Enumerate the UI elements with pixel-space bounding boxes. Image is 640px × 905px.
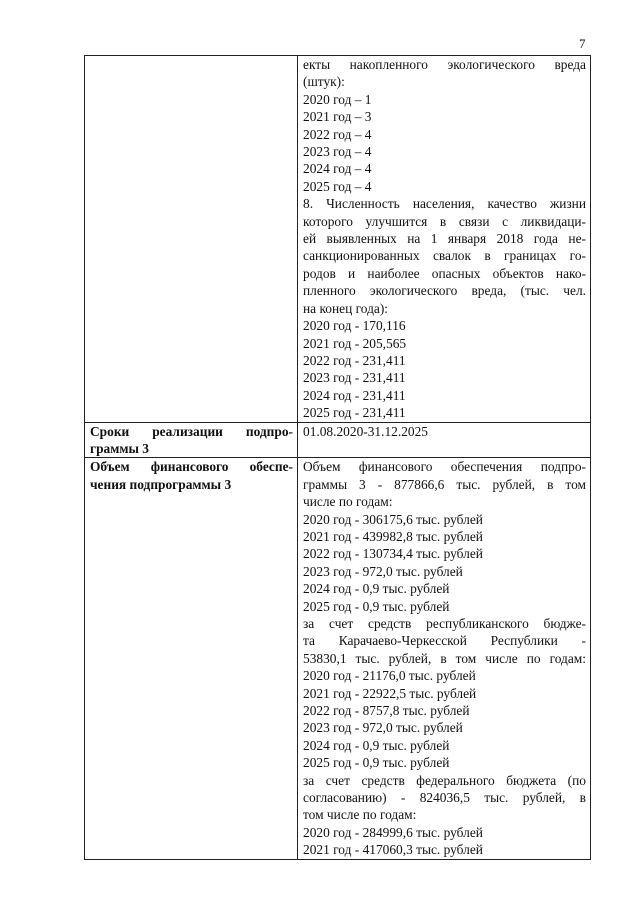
text-line: согласованию) - 824036,5 тыс. рублей, в [303, 790, 586, 806]
parameter-value-cell [298, 422, 591, 458]
page-number: 7 [579, 36, 586, 51]
text-line: 2025 год - 0,9 тыс. рублей [303, 598, 450, 614]
text-line: чения подпрограммы 3 [90, 476, 232, 492]
text-line: том числе по годам: [303, 807, 417, 823]
text-line: 2024 год – 4 [303, 161, 372, 177]
text-line: 2023 год - 972,0 тыс. рублей [303, 720, 463, 736]
row-indicators-continued [85, 56, 591, 423]
text-line: граммы 3 [90, 440, 149, 456]
text-line: Объем финансового обеспечения подпро- [303, 459, 586, 475]
text-line: на конец года): [303, 300, 389, 316]
text-line: 2020 год - 170,116 [303, 318, 406, 334]
text-line: пленного экологического вреда, (тыс. чел. [303, 283, 586, 299]
text-line: 8. Численность населения, качество жизни [303, 196, 586, 212]
text-line: 2020 год – 1 [303, 91, 372, 107]
text-line: 2025 год – 4 [303, 178, 372, 194]
text-line: 2021 год – 3 [303, 109, 372, 125]
text-line: родов и наиболее опасных объектов нако- [303, 265, 586, 281]
text-line: 2020 год - 306175,6 тыс. рублей [303, 511, 483, 527]
text-line: числе по годам: [303, 494, 393, 510]
text-line: граммы 3 - 877866,6 тыс. рублей, в том [303, 476, 586, 492]
text-line: за счет средств республиканского бюдже- [303, 616, 586, 631]
text-line: 2020 год - 21176,0 тыс. рублей [303, 668, 476, 684]
text-line: 2021 год - 417060,3 тыс. рублей [303, 842, 483, 858]
parameter-name-cell [85, 56, 298, 423]
text-line: 2021 год - 439982,8 тыс. рублей [303, 528, 483, 544]
parameter-name-cell [85, 422, 298, 458]
text-line: 2024 год - 231,411 [303, 387, 406, 403]
row-implementation-period [85, 422, 591, 458]
text-line: 2021 год - 205,565 [303, 335, 407, 351]
text-line: ей выявленных на 1 января 2018 года не- [303, 231, 586, 247]
text-line: которого улучшится в связи с ликвидаци- [303, 213, 586, 229]
text-line: екты накопленного экологического вреда [303, 57, 586, 72]
text-line: Сроки реализации подпро- [90, 423, 293, 439]
text-line: 2022 год - 8757,8 тыс. рублей [303, 703, 470, 719]
parameter-name-cell [85, 458, 298, 859]
text-line: (штук): [303, 74, 345, 90]
text-line: 2023 год – 4 [303, 144, 372, 160]
text-line: 2025 год - 231,411 [303, 405, 406, 421]
text-line: 2022 год – 4 [303, 126, 372, 142]
text-line: 2021 год - 22922,5 тыс. рублей [303, 685, 477, 701]
table-body [85, 56, 591, 860]
row-financing-volume [85, 458, 591, 859]
text-line: 2020 год - 284999,6 тыс. рублей [303, 824, 483, 840]
text-line: за счет средств федерального бюджета (по [303, 772, 586, 788]
text-line: 2022 год - 231,411 [303, 352, 406, 368]
text-line: 2022 год - 130734,4 тыс. рублей [303, 546, 483, 562]
text-line: 2023 год - 972,0 тыс. рублей [303, 563, 463, 579]
text-line: 2024 год - 0,9 тыс. рублей [303, 737, 450, 753]
text-line: Объем финансового обеспе- [90, 459, 293, 475]
subprogram-passport-table [84, 55, 591, 860]
text-line: 2025 год - 0,9 тыс. рублей [303, 755, 450, 771]
text-line: та Карачаево-Черкесской Республики - [303, 633, 586, 649]
text-line: 2024 год - 0,9 тыс. рублей [303, 581, 450, 597]
text-line: 53830,1 тыс. рублей, в том числе по годам: [303, 650, 586, 666]
parameter-value-cell [298, 458, 591, 859]
text-line: 2023 год - 231,411 [303, 370, 406, 386]
parameter-value-cell [298, 56, 591, 423]
text-line: санкционированных свалок в границах го- [303, 248, 586, 264]
text-line: 01.08.2020-31.12.2025 [303, 423, 428, 439]
